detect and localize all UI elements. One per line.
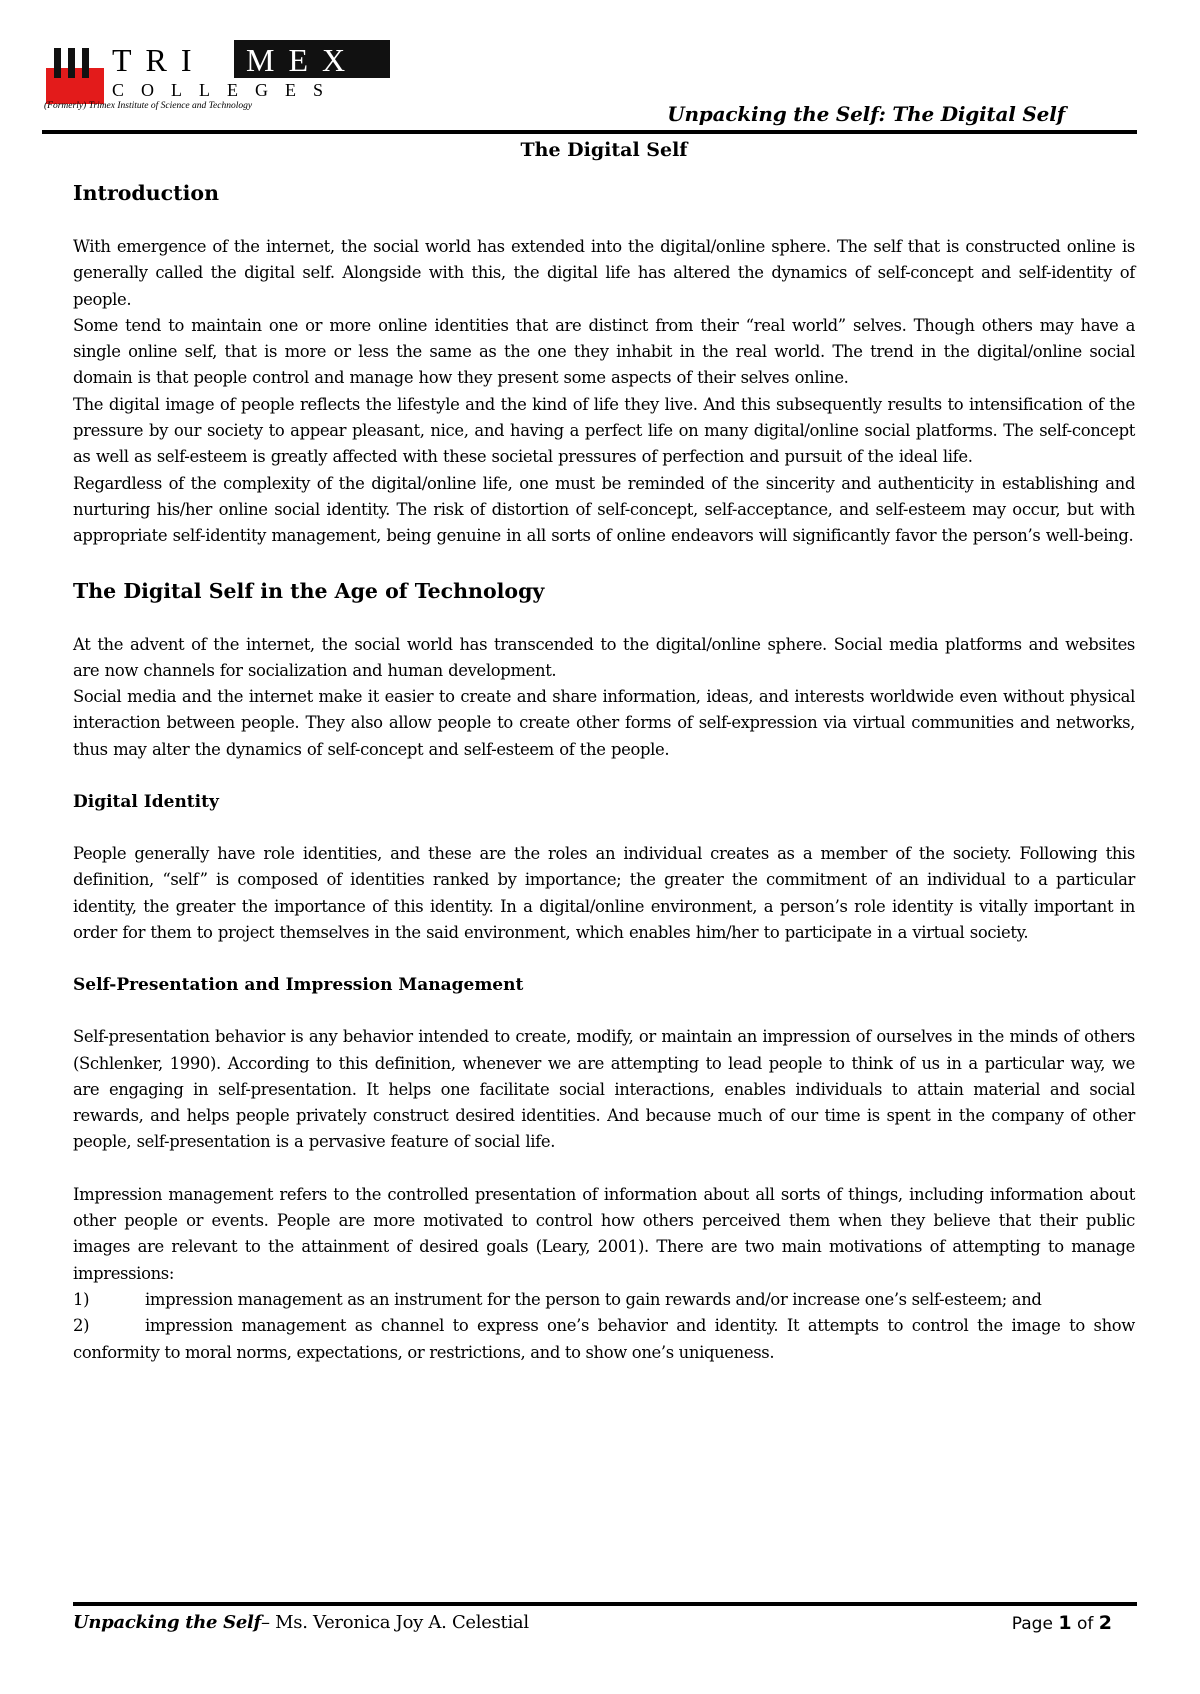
digital-identity-paragraph: People generally have role identities, and these are the roles an individual creates as a member of the society. Following this definition, “self” is composed of identities ranked by importance; the greater the commitment of an individual to a particular identity, the greater the importance of this identity. In a digital/online environment, a person’s role identity is vitally important in order for them to project themselves in the said environment, which enables him/her to participate in a virtual society.: [73, 844, 1135, 942]
header-divider: [42, 130, 1137, 134]
logo-wordmark: [106, 40, 396, 80]
technology-paragraph-1: At the advent of the internet, the social world has transcended to the digital/online sphere. Social media platforms and websites are now channels for socialization and human development.: [73, 634, 1135, 680]
logo-word-right: MEX: [246, 42, 360, 78]
page-current: 1: [1058, 1612, 1072, 1634]
page-word: Page: [1011, 1614, 1053, 1634]
trimex-logo: [44, 40, 360, 112]
intro-paragraph-1: With emergence of the internet, the social world has extended into the digital/online sphere. The self that is constructed online is generally called the digital self. Alongside with this, the digital life has altered the dynamics of self-concept and self-identity of people.: [73, 237, 1135, 309]
logo-word-left: TRI: [112, 42, 206, 78]
intro-paragraph-4: Regardless of the complexity of the digital/online life, one must be reminded of the sincerity and authenticity in establishing and nurturing his/her online social identity. The risk of distortion of self-concept, self-acceptance, and self-esteem may occur, but with appropriate self-identity management, being genuine in all sorts of online endeavors will significantly favor the person’s well-being.: [73, 473, 1135, 546]
list-item: [73, 1287, 1135, 1313]
self-presentation-paragraph: Self-presentation behavior is any behavior intended to create, modify, or maintain an impression of ourselves in the minds of others (Schlenker, 1990). According to this definition, whenever we are attempting to lead people to think of us in a particular way, we are engaging in self-presentation. It helps one facilitate social interactions, enables individuals to attain material and social rewards, and helps people privately construct desired identities. And because much of our time is spent in the company of other people, self-presentation is a pervasive feature of social life.: [73, 1027, 1135, 1152]
running-header-title: Unpacking the Self: The Digital Self: [667, 102, 1065, 126]
footer-divider: [73, 1602, 1137, 1606]
intro-paragraph-2: Some tend to maintain one or more online identities that are distinct from their “real world” selves. Though others may have a single online self, that is more or less the same as the one they inhabit in the real world. The trend in the digital/online social domain is that people control and manage how they present some aspects of their selves online.: [73, 315, 1135, 388]
logo-subword: COLLEGES: [112, 80, 340, 100]
footer-author: [73, 1612, 529, 1633]
list-item: [73, 1313, 1135, 1366]
page-total: 2: [1098, 1612, 1112, 1634]
footer-course-title: Unpacking the Self: [73, 1612, 261, 1633]
heading-digital-identity: Digital Identity: [73, 792, 219, 813]
document-title: The Digital Self: [520, 139, 688, 161]
list-number: 2): [73, 1316, 90, 1336]
list-text: impression management as an instrument for the person to gain rewards and/or increase one’s self-esteem; and: [145, 1289, 1042, 1309]
list-text: impression management as channel to express one’s behavior and identity. It attempts to control the image to show conformity to moral norms, expectations, or restrictions, and to show one’s uniqueness.: [73, 1316, 1135, 1362]
heading-introduction: Introduction: [73, 181, 219, 205]
heading-self-presentation: Self-Presentation and Impression Management: [73, 975, 524, 996]
page-number: [1012, 1612, 1112, 1634]
list-number: 1): [73, 1289, 90, 1309]
footer-instructor: – Ms. Veronica Joy A. Celestial: [261, 1612, 529, 1633]
logo-emblem: [46, 44, 102, 104]
intro-paragraph-3: The digital image of people reflects the lifestyle and the kind of life they live. And this subsequently results to intensification of the pressure by our society to appear pleasant, nice, and having a perfect life on many digital/online social platforms. The self-concept as well as self-esteem is greatly affected with these societal pressures of perfection and pursuit of the ideal life.: [73, 394, 1135, 467]
heading-age-of-technology: The Digital Self in the Age of Technology: [73, 578, 545, 603]
document-body: [73, 136, 1135, 1366]
impression-management-paragraph: Impression management refers to the controlled presentation of information about all sorts of things, including information about other people or events. People are more motivated to control how others perceived them when they believe that their public images are relevant to the attainment of desired goals (Leary, 2001). There are two main motivations of attempting to manage impressions:: [73, 1184, 1135, 1283]
page-of: of: [1076, 1614, 1094, 1634]
logo-formerly-text: (Formerly) Trimex Institute of Science and Technology: [44, 101, 253, 111]
technology-paragraph-2: Social media and the internet make it easier to create and share information, ideas, and interests worldwide even without physical interaction between people. They also allow people to create other forms of self-expression via virtual communities and networks, thus may alter the dynamics of self-concept and self-esteem of the people.: [73, 687, 1135, 759]
